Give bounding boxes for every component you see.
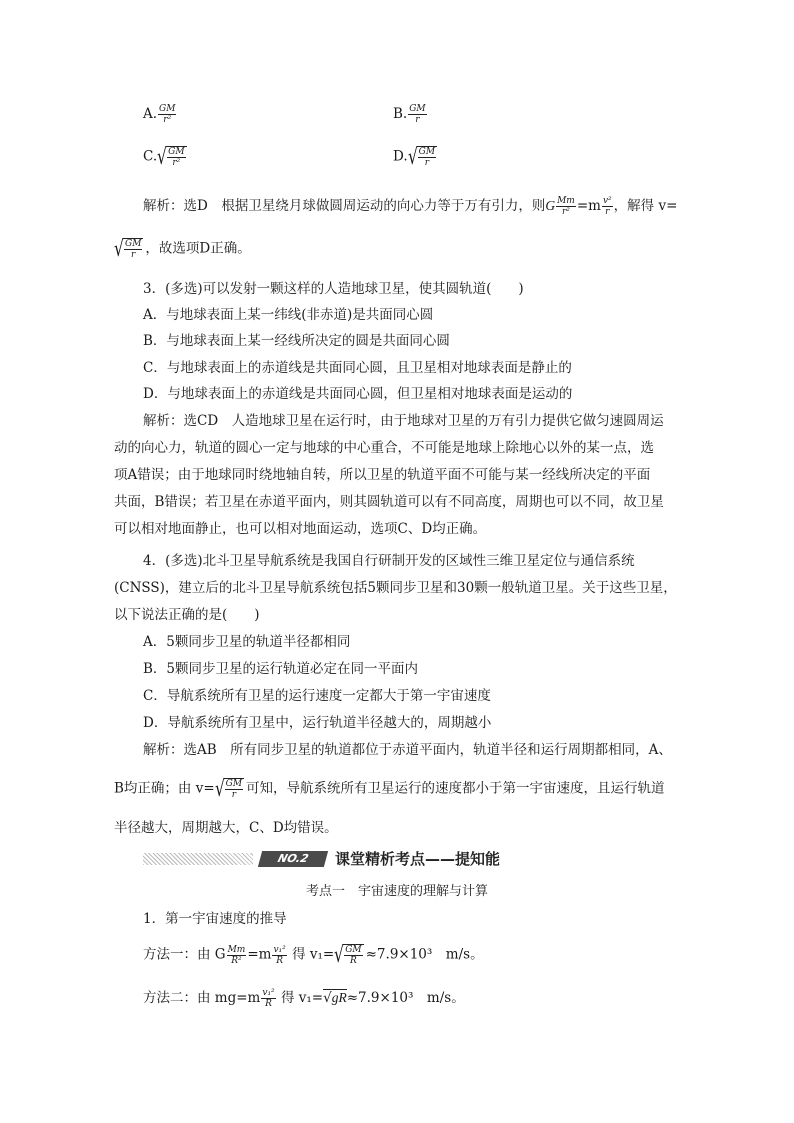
sqrt: √ $\frac{GM}{\text{r²}}$ <box>157 145 185 170</box>
q3-stem: 3．(多选)可以发射一颗这样的人造地球卫星，使其圆轨道( ) <box>143 281 524 297</box>
q4-analysis-3: 半径越大，周期越大，C、D均错误。 <box>114 820 338 836</box>
q2-option-b[interactable]: B. $\frac{GM}{r}$ <box>393 104 426 125</box>
fraction: $\frac{GM}{\text{r²}}$ <box>159 104 176 125</box>
method-2: 方法二：由 mg=m $\frac{\text{v₁²}}{R}$ 得 v₁=√gR≈7.9×10³ m/s。 <box>143 988 465 1009</box>
q2-analysis-line1: 解析：选D 根据卫星绕月球做圆周运动的向心力等于万有引力，则G $\frac{Mm}{\text{r²}}$ =m $\frac{\text{v²}}{r}$ ，解得 v= <box>143 196 678 217</box>
q4-analysis-1: 解析：选AB 所有同步卫星的轨道都位于赤道平面内，轨道半径和运行周期都相同，A、 <box>143 742 672 758</box>
q4-analysis-2: B均正确；由 v= √ $\frac{GM}{r}$ 可知，导航系统所有卫星运行的速度都小于第一宇宙速度，且运行轨道 <box>114 777 665 802</box>
q3-analysis-2: 动的向心力，轨道的圆心一定与地球的中心重合，不可能是地球上除地心以外的某一点，选 <box>114 440 654 456</box>
section-badge: NO.2 <box>258 851 328 867</box>
q3-option-a[interactable]: A．与地球表面上某一纬线(非赤道)是共面同心圆 <box>143 307 434 323</box>
q4-option-d[interactable]: D．导航系统所有卫星中，运行轨道半径越大的，周期越小 <box>143 715 492 731</box>
q3-option-d[interactable]: D．与地球表面上的赤道线是共面同心圆，但卫星相对地球表面是运动的 <box>143 386 573 402</box>
section-title: 课堂精析考点——提知能 <box>335 850 501 868</box>
q3-analysis-5: 可以相对地面静止，也可以相对地面运动，选项C、D均正确。 <box>114 521 487 537</box>
item-1-heading: 1．第一宇宙速度的推导 <box>143 911 287 927</box>
q4-option-c[interactable]: C．导航系统所有卫星的运行速度一定都大于第一宇宙速度 <box>143 688 491 704</box>
q3-option-c[interactable]: C．与地球表面上的赤道线是共面同心圆，且卫星相对地球表面是静止的 <box>143 360 572 376</box>
fraction: $\frac{GM}{r}$ <box>409 104 426 125</box>
q2-option-d[interactable]: D. √ $\frac{GM}{r}$ <box>393 145 436 170</box>
q3-analysis-3: 项A错误；由于地球同时绕地轴自转，所以卫星的轨道平面不可能与某一经线所决定的平面 <box>114 467 651 483</box>
q3-analysis-4: 共面，B错误；若卫星在赤道平面内，则其圆轨道可以有不同高度，周期也可以不同，故卫星 <box>114 494 664 510</box>
q4-stem-2: (CNSS)，建立后的北斗卫星导航系统包括5颗同步卫星和30颗一般轨道卫星。关于这些卫星， <box>114 580 677 596</box>
header-hatch-decoration <box>143 853 253 865</box>
sqrt: √ $\frac{GM}{r}$ <box>407 145 436 170</box>
q4-stem-3: 以下说法正确的是( ) <box>114 607 260 623</box>
section-subtitle: 考点一 宇宙速度的理解与计算 <box>305 884 488 899</box>
q2-analysis-line2: √ $\frac{GM}{r}$ ，故选项D正确。 <box>114 237 251 262</box>
q3-option-b[interactable]: B．与地球表面上某一经线所决定的圆是共面同心圆 <box>143 333 450 349</box>
section-header <box>143 848 509 870</box>
q4-stem-1: 4．(多选)北斗卫星导航系统是我国自行研制开发的区域性三维卫星定位与通信系统 <box>143 553 635 569</box>
q4-option-b[interactable]: B．5颗同步卫星的运行轨道必定在同一平面内 <box>143 661 419 677</box>
q2-option-a[interactable]: A. $\frac{GM}{\text{r²}}$ <box>143 104 176 125</box>
q2-option-c[interactable]: C. √ $\frac{GM}{\text{r²}}$ <box>143 145 185 170</box>
q3-analysis-1: 解析：选CD 人造地球卫星在运行时，由于地球对卫星的万有引力提供它做匀速圆周运 <box>143 413 664 429</box>
q4-option-a[interactable]: A．5颗同步卫星的轨道半径都相同 <box>143 634 351 650</box>
method-1: 方法一：由 G $\frac{Mm}{\text{R²}}$ =m $\frac{\text{v₁²}}{R}$ 得 v₁= √ $\frac{GM}{R}$ ≈7.9×10³ m/s。 <box>143 943 484 968</box>
